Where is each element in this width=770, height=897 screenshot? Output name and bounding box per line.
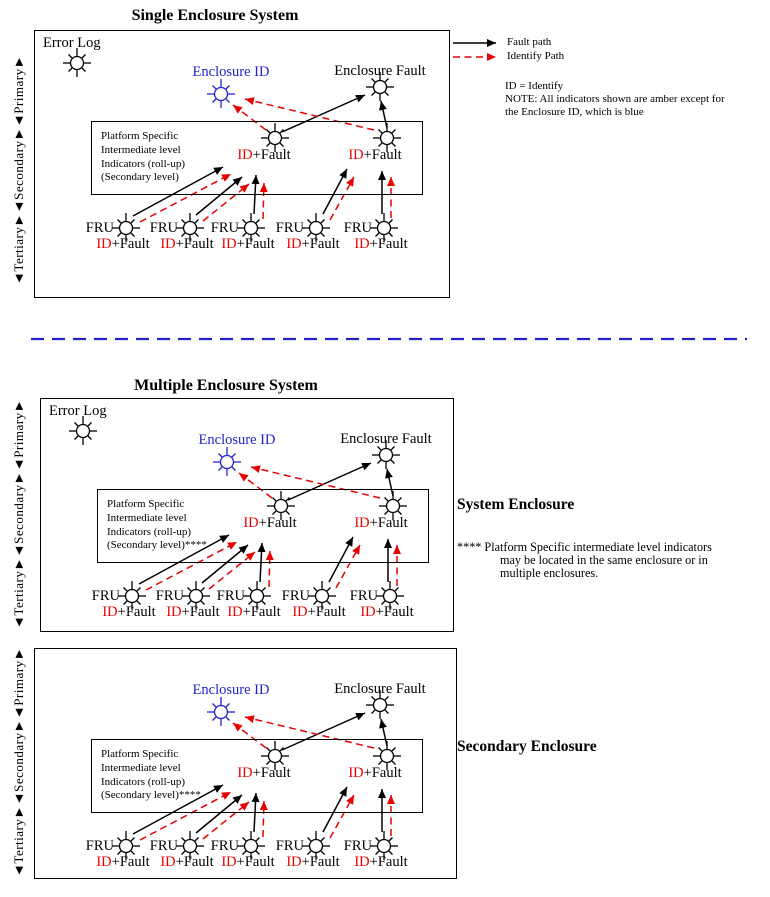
enclosure-id-label: Enclosure ID — [192, 682, 270, 698]
id-fault-label — [238, 515, 302, 532]
id-fault-label — [153, 236, 221, 253]
secondary-enclosure-box — [34, 648, 457, 879]
fru-label: FRU — [343, 220, 372, 236]
id-label: ID — [221, 236, 237, 252]
fault-label: +Fault — [252, 765, 291, 781]
platform-specific-text — [101, 748, 201, 803]
fault-label: +Fault — [236, 236, 275, 252]
id-label: ID — [348, 147, 364, 163]
id-fault-label — [285, 604, 353, 621]
id-fault-label — [347, 236, 415, 253]
enclosure-id-label: Enclosure ID — [198, 432, 276, 448]
fru-label: FRU — [149, 838, 178, 854]
fru-label: FRU — [349, 588, 378, 604]
fru-label: FRU — [85, 838, 114, 854]
secondary-enclosure-label: Secondary Enclosure — [457, 738, 597, 755]
fault-label: +Fault — [301, 854, 340, 870]
fru-label: FRU — [85, 220, 114, 236]
platform-text-line: (Secondary level)**** — [101, 789, 201, 802]
platform-text-line: (Secondary level) — [101, 171, 179, 184]
section-divider — [28, 335, 750, 343]
id-label: ID — [237, 147, 253, 163]
fault-label: +Fault — [175, 236, 214, 252]
id-fault-label — [349, 515, 413, 532]
id-label: ID — [286, 236, 302, 252]
id-fault-label — [214, 854, 282, 871]
fru-label: FRU — [149, 220, 178, 236]
enclosure-id-label: Enclosure ID — [192, 64, 270, 80]
enclosure-id-indicator-icon — [207, 697, 235, 726]
fru-label: FRU — [210, 838, 239, 854]
fault-path-legend-label: Fault path — [507, 36, 552, 48]
enclosure-id-indicator-icon — [213, 447, 241, 476]
fault-label: +Fault — [369, 515, 408, 531]
fault-label: +Fault — [363, 147, 402, 163]
id-fault-label — [343, 765, 407, 782]
enclosure-fault-label: Enclosure Fault — [340, 431, 432, 447]
fru-label: FRU — [281, 588, 310, 604]
fault-label: +Fault — [236, 854, 275, 870]
id-label: ID — [237, 765, 253, 781]
fault-label: +Fault — [363, 765, 402, 781]
id-fault-label — [343, 147, 407, 164]
fault-label: +Fault — [258, 515, 297, 531]
error-log-indicator-icon — [63, 48, 91, 77]
platform-text-line: Intermediate level — [107, 511, 187, 524]
platform-text-line: Platform Specific — [101, 748, 179, 760]
fru-label: FRU — [155, 588, 184, 604]
note-line: multiple enclosures. — [500, 566, 599, 581]
amber-note-line2: the Enclosure ID, which is blue — [505, 106, 644, 118]
fault-label: +Fault — [111, 236, 150, 252]
id-label: ID — [360, 604, 376, 620]
id-label: ID — [354, 854, 370, 870]
id-fault-label — [279, 236, 347, 253]
fault-label: +Fault — [111, 854, 150, 870]
error-log-indicator-icon — [69, 416, 97, 445]
fru-label: FRU — [343, 838, 372, 854]
id-label: ID — [286, 854, 302, 870]
hierarchy-axis-label: ◄Tertiary►◄Secondary►◄Primary► — [11, 55, 26, 285]
hierarchy-axis-label: ◄Tertiary►◄Secondary►◄Primary► — [11, 647, 26, 877]
platform-text-line: Indicators (roll-up) — [107, 525, 191, 538]
identify-path-legend-arrow — [452, 51, 508, 63]
identify-path-legend-label: Identify Path — [507, 50, 565, 62]
id-label: ID — [96, 854, 112, 870]
id-fault-label — [347, 854, 415, 871]
fault-path-legend-arrow — [452, 37, 508, 49]
fru-label: FRU — [275, 220, 304, 236]
id-fault-label — [95, 604, 163, 621]
system-enclosure-label: System Enclosure — [457, 496, 575, 513]
system-enclosure-box — [40, 398, 454, 632]
legend-note — [505, 80, 725, 119]
id-fault-label — [159, 604, 227, 621]
fault-label: +Fault — [369, 236, 408, 252]
fault-label: +Fault — [181, 604, 220, 620]
id-fault-label — [353, 604, 421, 621]
fru-label: FRU — [91, 588, 120, 604]
id-label: ID — [166, 604, 182, 620]
fault-label: +Fault — [252, 147, 291, 163]
platform-specific-text — [107, 498, 207, 553]
fault-label: +Fault — [301, 236, 340, 252]
id-label: ID — [160, 236, 176, 252]
id-label: ID — [243, 515, 259, 531]
platform-text-line: Intermediate level — [101, 143, 181, 156]
error-log-label: Error Log — [43, 35, 101, 51]
id-fault-label — [232, 765, 296, 782]
amber-note-line1: NOTE: All indicators shown are amber except for — [505, 93, 725, 105]
id-fault-label — [89, 854, 157, 871]
id-label: ID — [221, 854, 237, 870]
single-enclosure-title: Single Enclosure System — [131, 7, 299, 24]
enclosure-id-indicator-icon — [207, 79, 235, 108]
platform-text-line: (Secondary level)**** — [107, 539, 207, 552]
id-fault-label — [153, 854, 221, 871]
error-log-label: Error Log — [49, 403, 107, 419]
id-fault-label — [220, 604, 288, 621]
id-fault-label — [89, 236, 157, 253]
fault-label: +Fault — [375, 604, 414, 620]
platform-location-note — [457, 541, 712, 581]
multiple-enclosure-title: Multiple Enclosure System — [134, 377, 318, 394]
note-line: may be located in the same enclosure or in — [500, 553, 708, 568]
enclosure-fault-label: Enclosure Fault — [334, 681, 426, 697]
id-label: ID — [292, 604, 308, 620]
id-label: ID — [160, 854, 176, 870]
platform-text-line: Intermediate level — [101, 761, 181, 774]
id-fault-label — [279, 854, 347, 871]
id-label: ID — [102, 604, 118, 620]
fault-label: +Fault — [307, 604, 346, 620]
hierarchy-axis-label: ◄Tertiary►◄Secondary►◄Primary► — [11, 399, 26, 629]
platform-specific-text — [101, 130, 185, 185]
id-label: ID — [227, 604, 243, 620]
note-line: **** Platform Specific intermediate level indicators — [457, 540, 712, 554]
id-label: ID — [354, 515, 370, 531]
enclosure-fault-label: Enclosure Fault — [334, 63, 426, 79]
fru-label: FRU — [210, 220, 239, 236]
platform-text-line: Platform Specific — [107, 498, 185, 510]
single-enclosure-box — [34, 30, 450, 298]
fault-label: +Fault — [369, 854, 408, 870]
platform-text-line: Platform Specific — [101, 130, 179, 142]
id-identify-note: ID = Identify — [505, 80, 564, 92]
fru-label: FRU — [275, 838, 304, 854]
fru-label: FRU — [216, 588, 245, 604]
id-label: ID — [96, 236, 112, 252]
id-label: ID — [354, 236, 370, 252]
fault-label: +Fault — [117, 604, 156, 620]
id-label: ID — [348, 765, 364, 781]
fault-label: +Fault — [175, 854, 214, 870]
fault-label: +Fault — [242, 604, 281, 620]
id-fault-label — [232, 147, 296, 164]
id-fault-label — [214, 236, 282, 253]
platform-text-line: Indicators (roll-up) — [101, 775, 185, 788]
platform-text-line: Indicators (roll-up) — [101, 157, 185, 170]
